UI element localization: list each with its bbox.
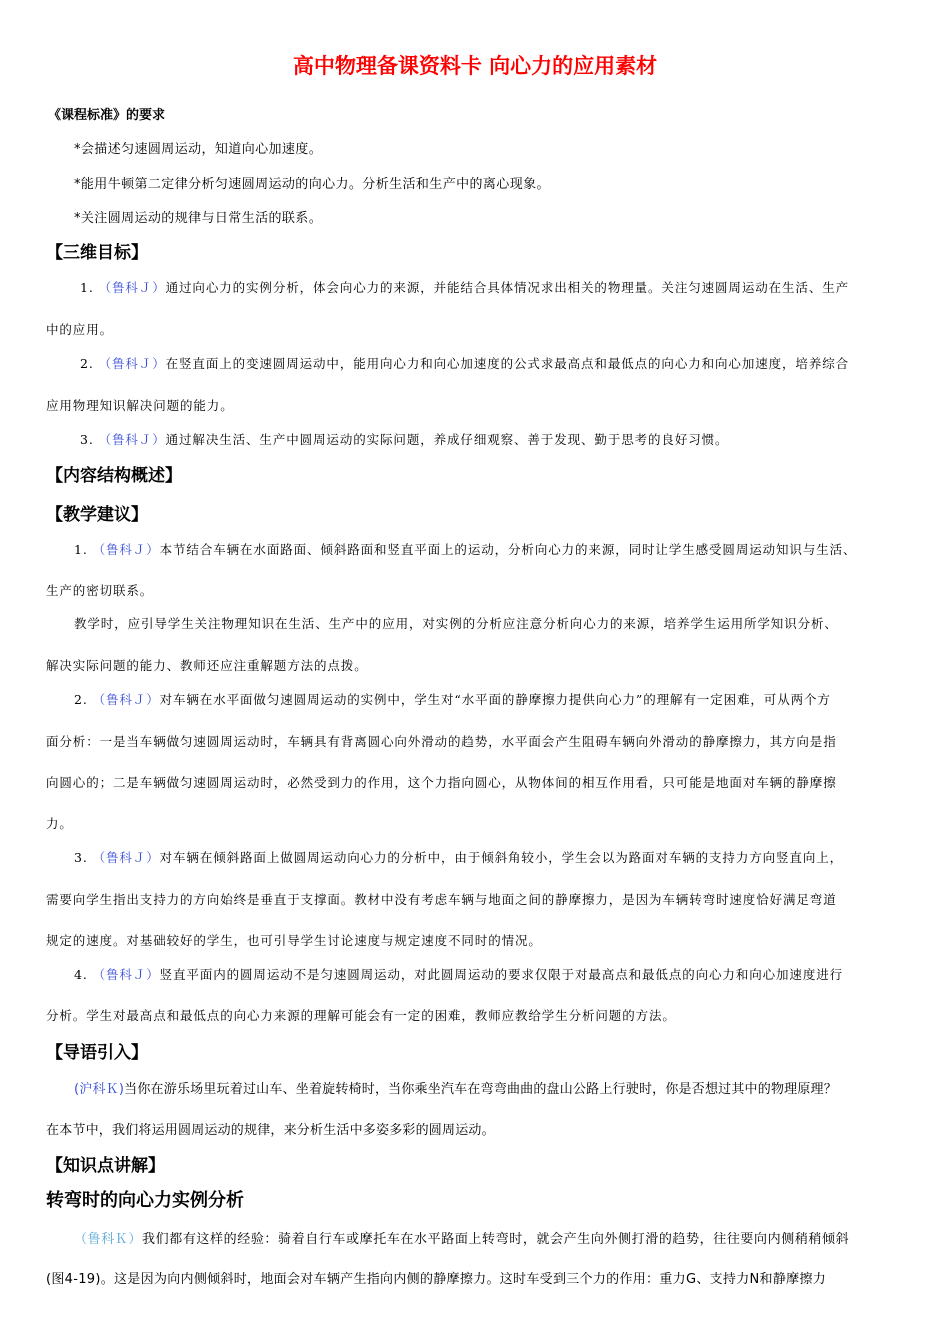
teaching-text-continuation: 向圆心的；二是车辆做匀速圆周运动时，必然受到力的作用，这个力指向圆心，从物体间的相互作用看，只可能是地面对车辆的静摩擦 <box>46 775 837 790</box>
knowledge-paragraph <box>74 1228 849 1247</box>
teaching-number: 2. <box>74 692 88 707</box>
goals-heading: 【三维目标】 <box>46 243 148 263</box>
standards-item: *会描述匀速圆周运动，知道向心加速度。 <box>74 142 323 157</box>
teaching-paragraph-1b: 教学时，应引导学生关注物理知识在生活、生产中的应用，对实例的分析应注意分析向心力的来源，培养学生运用所学知识分析、 <box>74 616 838 631</box>
intro-paragraph <box>74 1078 837 1097</box>
source-tag: （鲁科Ｊ） <box>92 850 160 865</box>
teaching-number: 4. <box>74 967 88 982</box>
goal-text: 在竖直面上的变速圆周运动中，能用向心力和向心加速度的公式求最高点和最低点的向心力和向心加速度，培养综合 <box>165 356 850 371</box>
intro-heading: 【导语引入】 <box>46 1043 148 1063</box>
goal-paragraph-1 <box>80 278 849 296</box>
standards-item: *关注圆周运动的规律与日常生活的联系。 <box>74 211 323 226</box>
standards-item: *能用牛顿第二定律分析匀速圆周运动的向心力。分析生活和生产中的离心现象。 <box>74 177 550 192</box>
goal-text-continuation: 应用物理知识解决问题的能力。 <box>46 398 234 413</box>
teaching-paragraph-3 <box>74 848 843 866</box>
structure-heading: 【内容结构概述】 <box>46 466 182 486</box>
teaching-paragraph-4 <box>74 965 843 983</box>
teaching-heading: 【教学建议】 <box>46 505 148 525</box>
teaching-paragraph-2 <box>74 690 831 708</box>
teaching-text-continuation: 分析。学生对最高点和最低点的向心力来源的理解可能会有一定的困难，教师应教给学生分析问题的方法。 <box>46 1008 676 1023</box>
teaching-text-continuation: 面分析：一是当车辆做匀速圆周运动时，车辆具有背离圆心向外滑动的趋势，水平面会产生阻碍车辆向外滑动的静摩擦力，其方向是指 <box>46 734 837 749</box>
goal-number: 3. <box>80 432 94 447</box>
knowledge-text-continuation: (图4-19)。这是因为向内侧倾斜时，地面会对车辆产生指向内侧的静摩擦力。这时车受到三个力的作用：重力G、支持力N和静摩擦力 <box>46 1272 827 1287</box>
goal-text: 通过解决生活、生产中圆周运动的实际问题，养成仔细观察、善于发现、勤于思考的良好习惯。 <box>165 432 729 447</box>
goal-paragraph-2 <box>80 354 849 372</box>
teaching-number: 1. <box>74 542 88 557</box>
teaching-text-continuation: 解决实际问题的能力、教师还应注重解题方法的点拨。 <box>46 658 368 673</box>
teaching-text: 对车辆在水平面做匀速圆周运动的实例中，学生对“水平面的静摩擦力提供向心力”的理解有一定困难，可从两个方 <box>159 692 831 707</box>
source-tag: （鲁科Ｊ） <box>98 280 166 295</box>
teaching-text-continuation: 规定的速度。对基础较好的学生，也可引导学生讨论速度与规定速度不同时的情况。 <box>46 933 542 948</box>
knowledge-subheading: 转弯时的向心力实例分析 <box>46 1190 244 1211</box>
goal-text-continuation: 中的应用。 <box>46 322 114 337</box>
goal-number: 1. <box>80 280 94 295</box>
page-title: 高中物理备课资料卡 向心力的应用素材 <box>292 54 658 78</box>
source-tag: （鲁科Ｊ） <box>92 692 160 707</box>
teaching-text-continuation: 生产的密切联系。 <box>46 583 154 598</box>
standards-heading: 《课程标准》的要求 <box>48 108 166 123</box>
source-tag: （鲁科Ｊ） <box>98 432 166 447</box>
goal-text: 通过向心力的实例分析，体会向心力的来源，并能结合具体情况求出相关的物理量。关注匀速圆周运动在生活、生产 <box>165 280 850 295</box>
source-tag: （鲁科Ｊ） <box>98 356 166 371</box>
knowledge-text: 我们都有这样的经验：骑着自行车或摩托车在水平路面上转弯时，就会产生向外侧打滑的趋势，往往要向内侧稍稍倾斜 <box>142 1232 850 1247</box>
source-tag: (沪科Ｋ) <box>74 1082 125 1097</box>
intro-text-continuation: 在本节中，我们将运用圆周运动的规律，来分析生活中多姿多彩的圆周运动。 <box>46 1123 495 1138</box>
teaching-text-continuation: 力。 <box>46 816 73 831</box>
teaching-paragraph-1 <box>74 540 856 558</box>
teaching-text-continuation: 需要向学生指出支持力的方向始终是垂直于支撑面。教材中没有考虑车辆与地面之间的静摩擦力，是因为车辆转弯时速度恰好满足弯道 <box>46 892 837 907</box>
source-tag: （鲁科Ｊ） <box>92 967 160 982</box>
goal-number: 2. <box>80 356 94 371</box>
knowledge-heading: 【知识点讲解】 <box>46 1156 165 1176</box>
teaching-text: 对车辆在倾斜路面上做圆周运动向心力的分析中，由于倾斜角较小，学生会以为路面对车辆的支持力方向竖直向上， <box>159 850 844 865</box>
goal-paragraph-3 <box>80 430 728 448</box>
teaching-text: 本节结合车辆在水面路面、倾斜路面和竖直平面上的运动，分析向心力的来源，同时让学生感受圆周运动知识与生活、 <box>159 542 857 557</box>
source-tag: （鲁科Ｊ） <box>92 542 160 557</box>
teaching-text: 竖直平面内的圆周运动不是匀速圆周运动，对此圆周运动的要求仅限于对最高点和最低点的向心力和向心加速度进行 <box>159 967 844 982</box>
source-tag: （鲁科Ｋ） <box>74 1232 143 1247</box>
teaching-number: 3. <box>74 850 88 865</box>
intro-text: 当你在游乐场里玩着过山车、坐着旋转椅时，当你乘坐汽车在弯弯曲曲的盘山公路上行驶时，你是否想过其中的物理原理？ <box>124 1082 837 1097</box>
